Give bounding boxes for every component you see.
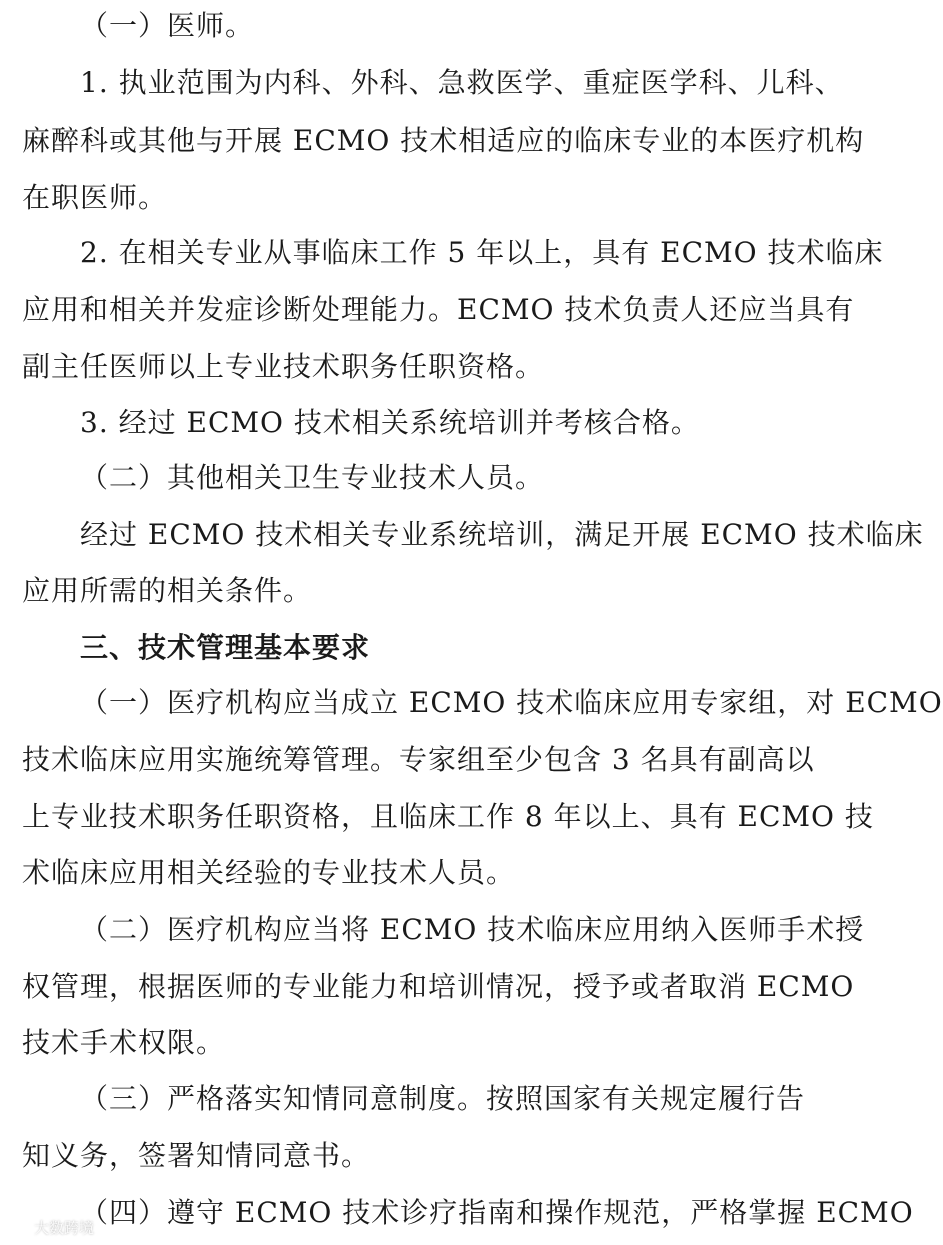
text-line: 应用和相关并发症诊断处理能力。ECMO 技术负责人还应当具有	[22, 293, 855, 326]
text-line: 上专业技术职务任职资格，且临床工作 8 年以上、具有 ECMO 技	[22, 800, 874, 833]
text-line: 技术手术权限。	[22, 1026, 226, 1059]
text-line: （四）遵守 ECMO 技术诊疗指南和操作规范，严格掌握 ECMO	[80, 1196, 914, 1229]
text-line: （三）严格落实知情同意制度。按照国家有关规定履行告	[80, 1082, 806, 1115]
text-line: 知义务，签署知情同意书。	[22, 1139, 371, 1172]
text-line: （二）医疗机构应当将 ECMO 技术临床应用纳入医师手术授	[80, 913, 865, 946]
text-line: 术临床应用相关经验的专业技术人员。	[22, 856, 516, 889]
watermark-text: 大数跨境	[34, 1218, 95, 1237]
text-line: （一）医疗机构应当成立 ECMO 技术临床应用专家组，对 ECMO	[80, 686, 943, 719]
text-line: 经过 ECMO 技术相关专业系统培训，满足开展 ECMO 技术临床	[80, 518, 924, 551]
text-line: 副主任医师以上专业技术职务任职资格。	[22, 350, 545, 383]
text-line: （一）医师。	[80, 9, 255, 42]
watermark-logo-icon	[4, 1216, 30, 1238]
text-line: 3. 经过 ECMO 技术相关系统培训并考核合格。	[80, 406, 700, 439]
watermark	[4, 1214, 94, 1240]
text-line: 麻醉科或其他与开展 ECMO 技术相适应的临床专业的本医疗机构	[22, 124, 865, 157]
text-line: 权管理，根据医师的专业能力和培训情况，授予或者取消 ECMO	[22, 970, 855, 1003]
text-line: 技术临床应用实施统筹管理。专家组至少包含 3 名具有副高以	[22, 743, 815, 776]
text-line: （二）其他相关卫生专业技术人员。	[80, 461, 545, 494]
text-line: 2. 在相关专业从事临床工作 5 年以上，具有 ECMO 技术临床	[80, 236, 884, 269]
text-line: 1. 执业范围为内科、外科、急救医学、重症医学科、儿科、	[80, 66, 844, 99]
text-line: 在职医师。	[22, 181, 168, 214]
section-heading: 三、技术管理基本要求	[80, 631, 371, 664]
text-line: 应用所需的相关条件。	[22, 574, 313, 607]
